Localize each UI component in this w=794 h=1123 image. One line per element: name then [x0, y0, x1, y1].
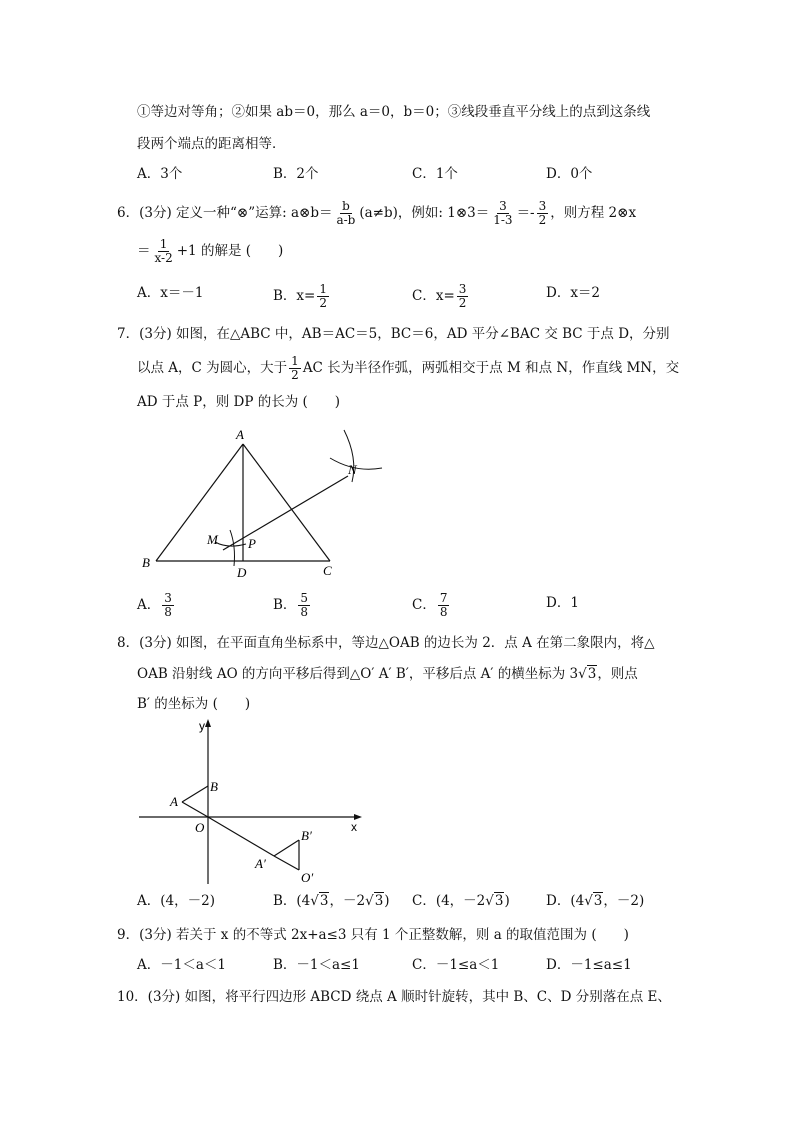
q9-option-c: C．－1≤a＜1 [412, 957, 500, 973]
q8-side-a2b2 [274, 840, 299, 856]
q10-line1: 10．(3分) 如图，将平行四边形 ABCD 绕点 A 顺时针旋转，其中 B、C、D 分别落在点 E、 [117, 989, 671, 1005]
q6-example-fraction: $\frac{3}{1-3}$ [493, 199, 513, 227]
q8-label-o-prime: O′ [301, 870, 314, 885]
q7-label-p: P [248, 536, 256, 551]
q7-option-c: C． $\frac{7}{8}$ [412, 591, 448, 619]
q6-definition-fraction: $\frac{b}{a-b}$ [336, 199, 356, 227]
q6-option-d: D．x＝2 [546, 285, 601, 301]
q5-option-c: C．1个 [412, 166, 458, 182]
q5-option-a: A．3个 [137, 166, 183, 182]
q8-option-a: A．(4，－2) [137, 893, 215, 909]
q5-option-b: B．2个 [273, 166, 319, 182]
q8-line2: OAB 沿射线 AO 的方向平移后得到△O′ A′ B′，平移后点 A′ 的横坐标为 3√3，则点 [137, 666, 638, 682]
q8-label-a-prime: A′ [255, 856, 266, 871]
q6-suffix: ，则方程 2⊗x [550, 205, 637, 221]
q8-side-a2o2 [274, 856, 299, 870]
q7-triangle-figure [130, 418, 400, 583]
q5-line1: ①等边对等角；②如果 ab＝0，那么 a＝0，b＝0；③线段垂直平分线上的点到这条线 [137, 104, 651, 120]
q7-line3: AD 于点 P，则 DP 的长为 ( ) [137, 394, 341, 410]
q8-label-a: A [170, 794, 178, 809]
q6-line2: ＝ $\frac{1}{x-2}$ +1 的解是 ( ) [137, 237, 284, 265]
q8-line1: 8．(3分) 如图，在平面直角坐标系中，等边△OAB 的边长为 2．点 A 在第二象限内，将△ [117, 635, 655, 651]
q9-option-d: D．－1≤a≤1 [546, 957, 632, 973]
q6-mid: (a≠b)，例如: 1⊗3＝ [359, 205, 490, 221]
q6-example-result: $\frac{3}{2}$ [538, 199, 547, 227]
q7-line2: 以点 A，C 为圆心，大于 $\frac{1}{2}$ AC 长为半径作弧，两弧相交于点 M 和点 N，作直线 MN，交 [137, 354, 680, 382]
q7-half-fraction: $\frac{1}{2}$ [291, 354, 299, 382]
q8-option-c: C．(4，－2√3) [412, 893, 510, 909]
q8-side-ab [182, 786, 208, 802]
q8-ray-ao [208, 817, 274, 856]
q7-line-mn [223, 476, 348, 550]
q8-coordinate-figure [135, 716, 375, 888]
q7-line1: 7．(3分) 如图，在△ABC 中，AB＝AC＝5，BC＝6，AD 平分∠BAC 交 BC 于点 D，分别 [117, 326, 670, 342]
q7-label-c: C [323, 563, 332, 578]
q7-label-b: B [142, 555, 150, 570]
q6-option-b: B．x= $\frac{1}{2}$ [273, 282, 327, 310]
q6-option-c: C．x= $\frac{3}{2}$ [412, 282, 467, 310]
q8-label-o: O [195, 820, 205, 835]
q8-label-y: y [199, 719, 205, 733]
q8-line3: B′ 的坐标为 ( ) [137, 696, 251, 712]
q9-option-a: A．－1＜a＜1 [137, 957, 226, 973]
q7-side-ab [156, 444, 243, 561]
q8-option-d: D．(4√3，－2) [546, 893, 645, 909]
q9-option-b: B．－1＜a≤1 [273, 957, 360, 973]
q6-equation-fraction: $\frac{1}{x-2}$ [154, 237, 173, 265]
q7-option-a: A． $\frac{3}{8}$ [137, 591, 172, 619]
q5-line2: 段两个端点的距离相等． [137, 136, 286, 152]
q8-side-ao [182, 802, 208, 817]
q8-label-x: x [351, 820, 357, 834]
q5-option-d: D．0个 [546, 166, 593, 182]
q7-option-b: B． $\frac{5}{8}$ [273, 591, 309, 619]
q6-option-a: A．x＝－1 [137, 285, 204, 301]
q6-prefix: 6．(3分) 定义一种“⊗”运算: a⊗b＝ [117, 205, 333, 221]
q7-label-n: N [348, 462, 357, 477]
q7-label-d: D [237, 565, 247, 580]
q8-label-b-prime: B′ [301, 828, 312, 843]
q7-side-ac [243, 444, 330, 561]
q7-label-a: A [236, 427, 244, 442]
q7-label-m: M [207, 532, 218, 547]
q8-label-b: B [210, 779, 218, 794]
q6-line1: 6．(3分) 定义一种“⊗”运算: a⊗b＝ $\frac{b}{a-b}$ (a≠b)，例如: 1⊗3＝ $\frac{3}{1-3}$ ＝- $\frac{3}{2}$ ，则方程 2⊗x [117, 199, 637, 227]
q9-line1: 9．(3分) 若关于 x 的不等式 2x+a≤3 只有 1 个正整数解，则 a 的取值范围为 ( ) [117, 927, 629, 943]
q8-option-b: B．(4√3，－2√3) [273, 893, 390, 909]
q7-option-d: D．1 [546, 595, 579, 611]
q8-y-arrow [205, 719, 211, 727]
